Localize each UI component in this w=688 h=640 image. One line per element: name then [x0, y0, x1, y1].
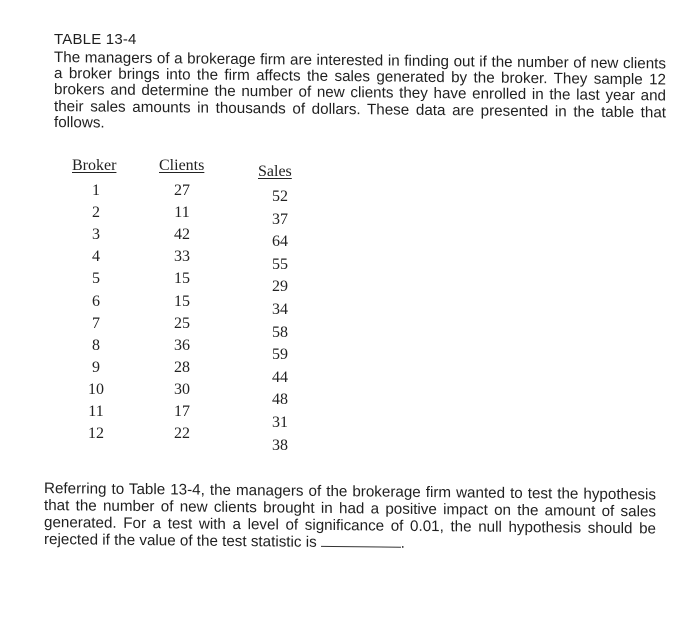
table-cell-sales: 59	[272, 346, 288, 364]
table-cell-sales: 38	[272, 436, 288, 454]
table-cell-clients: 30	[174, 380, 190, 398]
question-text: Referring to Table 13-4, the managers of the brokerage firm wanted to test the hypothesis that the number of new clients brought in had a positive impact on the amount of sales generated. For a test with a level of significance of 0.01, the null hypothesis should be rejected if the value of the test statistic is	[44, 480, 656, 552]
table-cell-clients: 15	[174, 292, 190, 310]
table-cell-sales: 52	[272, 188, 288, 205]
table-cell-broker: 4	[92, 248, 100, 266]
table-cell-sales: 48	[272, 391, 288, 409]
table-cell-clients: 22	[174, 425, 190, 443]
table-cell-broker: 12	[88, 425, 104, 443]
table-cell-broker: 6	[92, 292, 100, 310]
question-paragraph	[44, 481, 656, 556]
table-title: TABLE 13-4	[54, 31, 137, 48]
table-cell-sales: 29	[272, 278, 288, 296]
table-cell-clients: 17	[174, 403, 190, 420]
table-cell-broker: 5	[92, 270, 100, 288]
table-cell-broker: 9	[92, 358, 100, 376]
table-cell-broker: 8	[92, 336, 100, 354]
table-cell-clients: 11	[174, 204, 190, 222]
table-cell-clients: 15	[174, 270, 190, 288]
table-cell-broker: 7	[92, 314, 100, 332]
table-cell-sales: 58	[272, 323, 288, 341]
table-cell-clients: 27	[174, 182, 190, 199]
question-end: .	[400, 535, 405, 553]
table-cell-clients: 33	[174, 248, 190, 266]
table-cell-sales: 34	[272, 301, 288, 318]
table-cell-broker: 10	[88, 380, 104, 398]
table-cell-broker: 1	[92, 182, 100, 199]
answer-blank	[321, 534, 401, 548]
table-cell-broker: 2	[92, 204, 100, 222]
table-cell-sales: 55	[272, 255, 288, 273]
table-cell-broker: 11	[88, 403, 104, 420]
column-header-broker: Broker	[72, 157, 117, 174]
table-cell-sales: 64	[272, 233, 288, 251]
column-header-sales: Sales	[258, 163, 292, 180]
table-cell-broker: 3	[92, 226, 100, 244]
table-cell-clients: 36	[174, 336, 190, 354]
table-cell-sales: 31	[272, 414, 288, 431]
table-cell-sales: 37	[272, 210, 288, 228]
table-cell-clients: 28	[174, 358, 190, 376]
column-header-clients: Clients	[159, 157, 205, 174]
table-cell-sales: 44	[272, 368, 288, 386]
table-cell-clients: 42	[174, 226, 190, 244]
intro-paragraph: The managers of a brokerage firm are interested in finding out if the number of new clients a broker brings into the firm affects the sales generated by the broker. They sample 12 brokers and determine the number of new clients they have enrolled in the last year and their sales amounts in thousands of dollars. These data are presented in the table that follows.	[54, 49, 666, 132]
table-cell-clients: 25	[174, 314, 190, 332]
